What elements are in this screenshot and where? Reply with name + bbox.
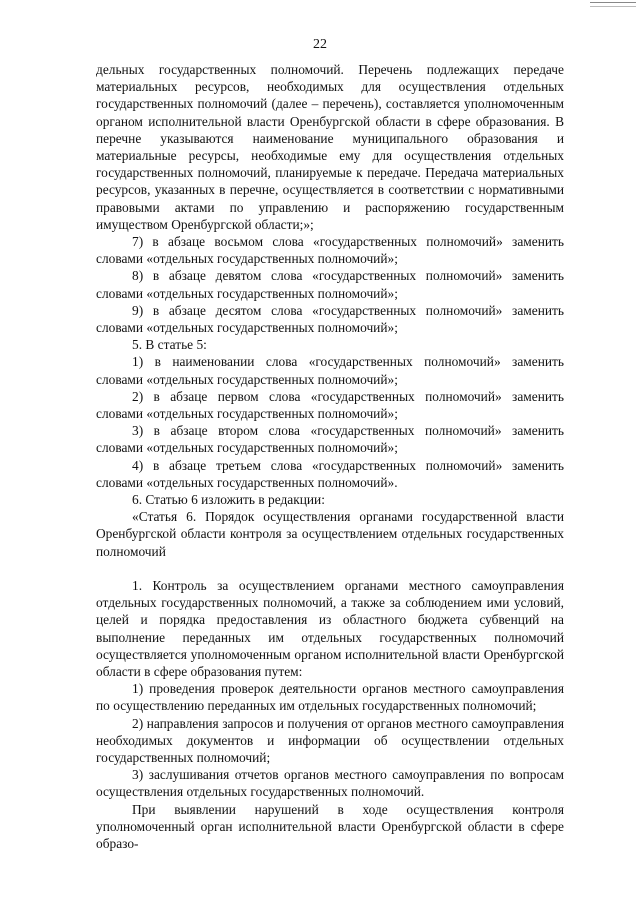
paragraph-control-item-2: 2) направления запросов и получения от органов местного самоуправления необходимых документов и информации об осуществлении отдельных государственных полномочий; <box>96 715 564 765</box>
paragraph-control-1: 1. Контроль за осуществлением органами местного самоуправления отдельных государственных полномочий, а также за соблюдением ими условий, целей и порядка предоставления из областного бюджета субвенций на выполнение переданных им отдельных государственных полномочий осуществляется уполномоченным органом исполнительной власти Оренбургской области в сфере образования путем: <box>96 577 564 679</box>
paragraph-amendment-9: 9) в абзаце десятом слова «государственных полномочий» заменить словами «отдельных государственных полномочий»; <box>96 302 564 336</box>
paragraph-control-item-3: 3) заслушивания отчетов органов местного самоуправления по вопросам осуществления отдельных государственных полномочий. <box>96 767 564 800</box>
paragraph-item-4: 4) в абзаце третьем слова «государственных полномочий» заменить словами «отдельных государственных полномочий». <box>96 457 564 490</box>
paragraph-amendment-7: 7) в абзаце восьмом слова «государственных полномочий» заменить словами «отдельных государственных полномочий»; <box>96 234 564 267</box>
scan-corner-mark <box>590 2 636 7</box>
blank-line <box>96 560 564 577</box>
paragraph-section-6: 6. Статью 6 изложить в редакции: <box>132 492 325 508</box>
paragraph-item-3: 3) в абзаце втором слова «государственных полномочий» заменить словами «отдельных государственных полномочий»; <box>96 423 564 456</box>
paragraph-section-5: 5. В статье 5: <box>132 337 207 353</box>
paragraph-item-2: 2) в абзаце первом слова «государственных полномочий» заменить словами «отдельных государственных полномочий»; <box>96 388 564 422</box>
paragraph-violations: При выявлении нарушений в ходе осуществления контроля уполномоченный орган исполнительной власти Оренбургской области в сфере образо- <box>96 801 564 851</box>
body-text <box>96 61 564 852</box>
paragraph: дельных государственных полномочий. Перечень подлежащих передаче материальных ресурсов, необходимых для осуществления отдельных государственных полномочий (далее – перечень), составляется уполномоченным органом исполнительной власти Оренбургской области в сфере образования. В перечне указываются наименование муниципального образования и материальные ресурсы, необходимые ему для осуществления отдельных государственных полномочий, планируемые к передаче. Передача материальных ресурсов, указанных в перечне, осуществляется в соответствии с нормативными правовыми актами по управлению и распоряжению государственным имуществом Оренбургской области;»; <box>96 62 564 232</box>
paragraph-item-1: 1) в наименовании слова «государственных полномочий» заменить словами «отдельных государственных полномочий»; <box>96 354 564 387</box>
article-6-heading: «Статья 6. Порядок осуществления органами государственной власти Оренбургской области контроля за осуществлением отдельных государственных полномочий <box>96 509 564 559</box>
page-number: 22 <box>313 37 327 52</box>
paragraph-amendment-8: 8) в абзаце девятом слова «государственных полномочий» заменить словами «отдельных государственных полномочий»; <box>96 268 564 301</box>
paragraph-control-item-1: 1) проведения проверок деятельности органов местного самоуправления по осуществлению переданных им отдельных государственных полномочий; <box>96 681 564 714</box>
